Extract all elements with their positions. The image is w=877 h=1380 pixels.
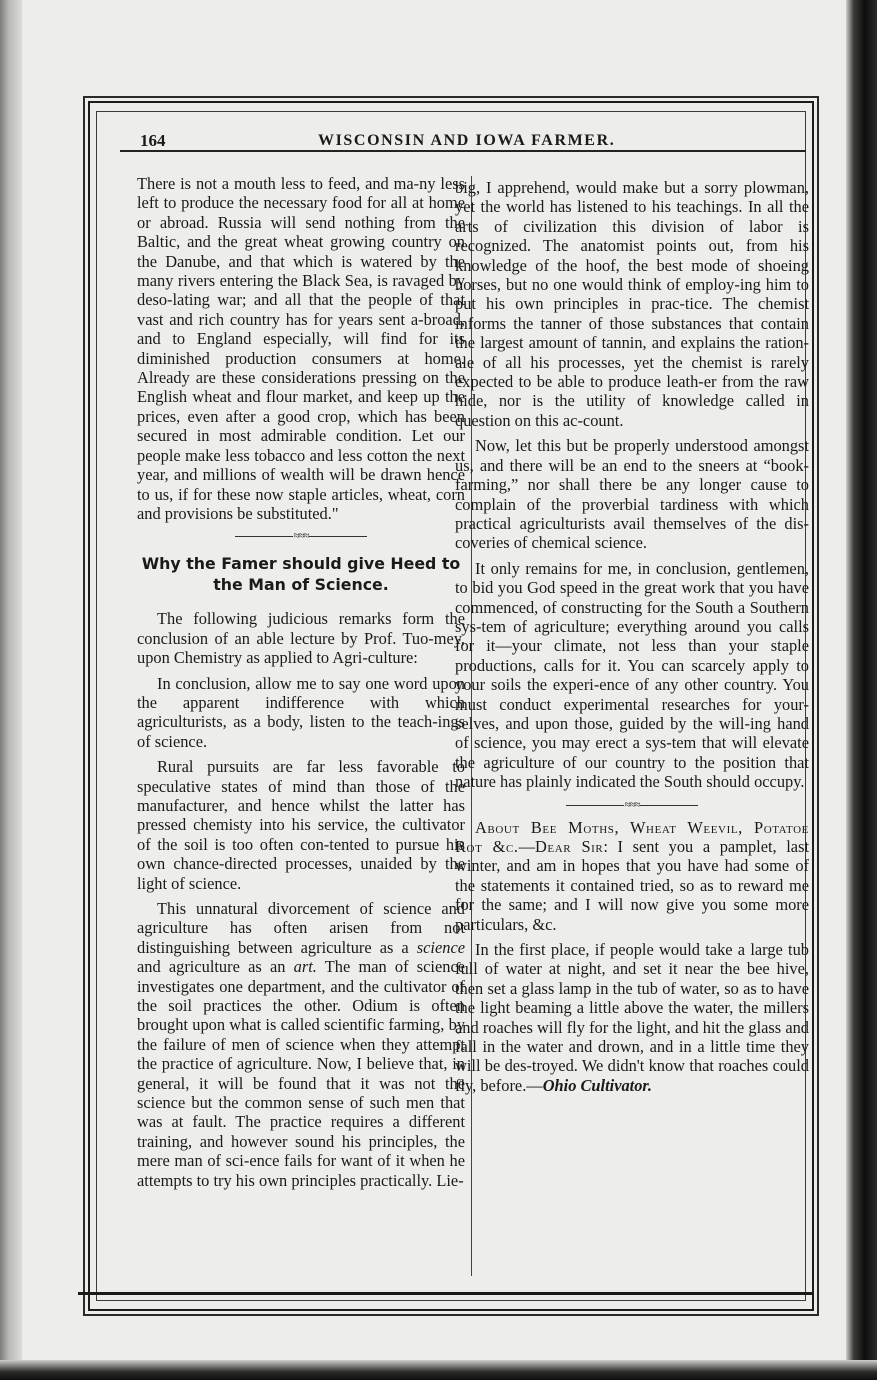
text-run: The man of science investigates one department, and the cultivator of the soil practices the other. Odium is often brought upon what is called scientific farming, by the failure of men of science when they attempt the practice of agriculture. Now, I believe that, in general, it will be found that it was not the science but the common sense of such men that was at fault. The practice requires a different training, and however sound his principles, the mere man of sci-ence fails for want of it when he attempts to try his own principles practically. Lie- bbox=[137, 957, 465, 1190]
running-title: WISCONSIN AND IOWA FARMER. bbox=[318, 132, 616, 149]
intro-paragraph: The following judicious remarks form the conclusion of an able lecture by Prof. Tuo-mey, upon Chemistry as applied to Agri-culture: bbox=[137, 609, 465, 668]
section-ornament: ≈≈≈ bbox=[137, 529, 465, 543]
text-run: and agriculture as an bbox=[137, 957, 294, 977]
left-column bbox=[137, 174, 465, 1196]
article-heading: Why the Famer should give Heed to the Man of Science. bbox=[141, 554, 461, 595]
opening-paragraph: There is not a mouth less to feed, and ma-ny less left to produce the necessary food for all at home or abroad. Russia will send nothing from the Baltic, and the great wheat growing country on the Danube, and that which is watered by the many rivers entering the Black Sea, is ravaged by deso-lating war; and all that the people of that vast and rich country has for years sent a-broad, and to England especially, will find for its diminished production consumers at home. Already are these considerations pressing on the English wheat and flour market, and keep up the prices, even after a good crop, which has been secured in most admirable condition. Let our people make less tobacco and less cotton the next year, and millions of wealth will be drawn hence to us, if for these now staple articles, wheat, corn and provisions be substituted." bbox=[137, 174, 465, 523]
continuation-paragraph: big, I apprehend, would make but a sorry plowman, yet the world has listened to his teachings. In all the arts of civilization this division of labor is recognized. The anatomist points out, from his knowledge of the hoof, the best mode of shoeing horses, but no one would think of employ-ing him to put his own principles in prac-tice. The chemist informs the tanner of those substances that contain the largest amount of tannin, and explains the ration-ale of all his processes, yet the chemist is rarely expected to be able to produce leath-er from the raw hide, nor is the utility of knowledge called in question on this ac-count. bbox=[455, 178, 809, 430]
italic-term: art. bbox=[293, 957, 317, 977]
text-run: : I sent you a pamplet, last winter, and am in hopes that you have had some of the statements it contained tried, so as to reward me for the same; and I will now give you some more particulars, &c. bbox=[455, 837, 809, 934]
body-paragraph: In conclusion, allow me to say one word upon the apparent indifference with which agriculturists, as a body, listen to the teach-ings of science. bbox=[137, 673, 465, 751]
salutation: Dear Sir bbox=[535, 837, 604, 856]
body-paragraph: It only remains for me, in conclusion, gentlemen, to bid you God speed in the great work that you have commenced, of constructing for the South a Southern sys-tem of agriculture; everything around you calls for it—your climate, not less than your staple productions, calls for it. You can scarcely apply to your soils the experi-ence of any other country. You must conduct experimental researches for your-selves, and upon those, guided by the will-ing hand of science, you may erect a sys-tem that will elevate the agriculture of our country to the position that nature has plainly indicated the South should occupy. bbox=[455, 558, 809, 792]
text-run: — bbox=[518, 837, 535, 856]
letter-paragraph bbox=[455, 940, 809, 1095]
scan-edge-right bbox=[846, 0, 877, 1380]
right-column bbox=[455, 178, 809, 1101]
italic-term: science bbox=[416, 937, 465, 957]
body-paragraph: Now, let this but be properly understood amongst us, and there will be an end to the sneers at “book-farming,” nor shall there be any longer cause to complain of the proverbial tardiness with which practical agriculturists avail themselves of the dis-coveries of chemical science. bbox=[455, 436, 809, 553]
scan-edge-left bbox=[0, 0, 22, 1380]
scan-edge-bottom bbox=[0, 1360, 877, 1380]
body-paragraph: Rural pursuits are far less favorable to speculative states of mind than those of the manufacturer, and hence whilst the latter has pressed chemisty into his service, the cultivator of the soil is too often con-tented to pursue his own chance-directed processes, unaided by the light of science. bbox=[137, 757, 465, 893]
footer-rule bbox=[78, 1292, 812, 1295]
body-paragraph bbox=[137, 899, 465, 1190]
source-signoff: Ohio Cultivator. bbox=[542, 1075, 652, 1095]
text-run: This unnatural divorcement of science and agriculture has often arisen from not distinguishing between agriculture as a bbox=[137, 899, 465, 957]
text-run: In the first place, if people would take a large tub full of water at night, and set it near the bee hive, then set a glass lamp in the tub of water, so as to have the light beaming a little above the water, the millers and roaches will fly for the light, and hit the glass and fall in the water and drown, and in a little time they will be des-troyed. We didn't know that roaches could fly, before.— bbox=[455, 940, 809, 1095]
letter-heading: About Bee Moths, Wheat Weevil, Potatoe Rot &c. bbox=[455, 817, 809, 856]
header-rule bbox=[120, 150, 806, 152]
letter-paragraph bbox=[455, 818, 809, 934]
page-number: 164 bbox=[140, 131, 166, 150]
section-ornament: ≈≈≈ bbox=[455, 798, 809, 812]
